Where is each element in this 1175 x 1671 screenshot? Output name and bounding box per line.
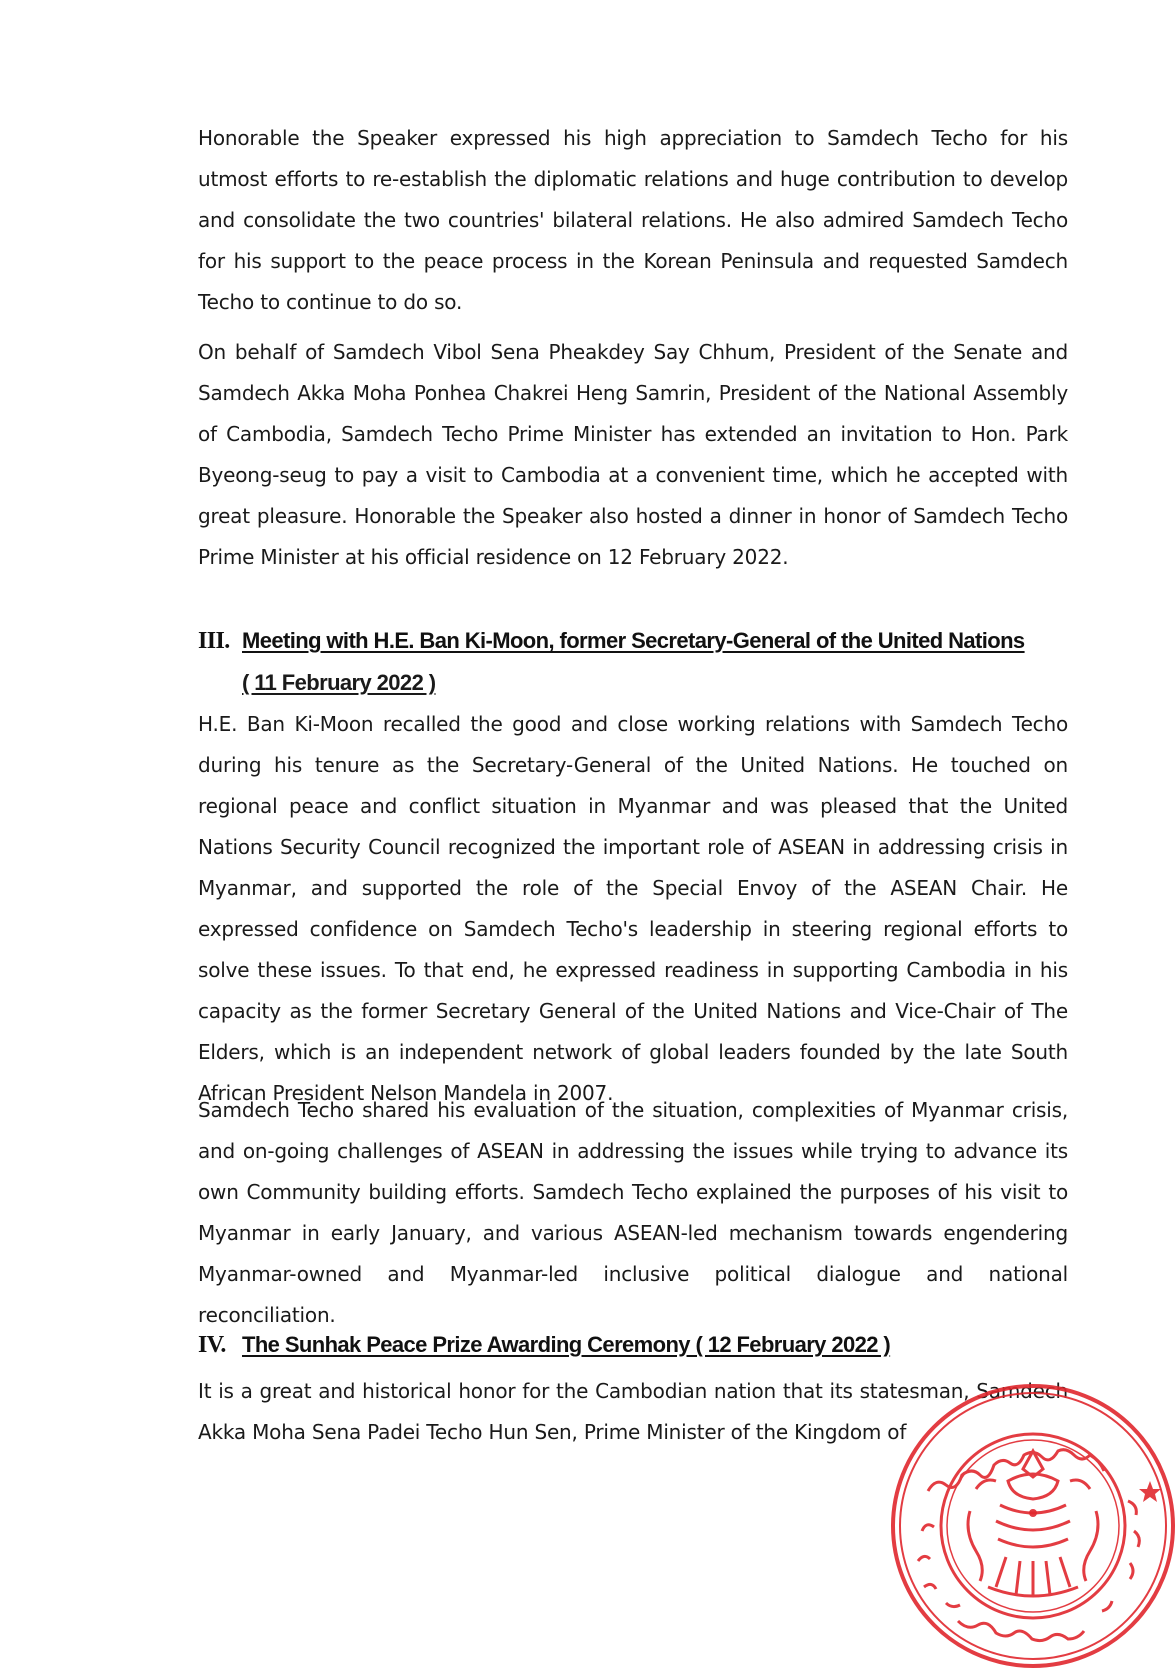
paragraph-text: It is a great and historical honor for the Cambodian nation that its statesman, Samdech Akka Moha Sena Padei Techo Hun Sen, Prime Minister of the Kingdom of xyxy=(198,1379,1068,1444)
section-title-text: Meeting with H.E. Ban Ki-Moon, former Secretary-General of the United Nations xyxy=(242,628,1025,653)
paragraph-myanmar-evaluation xyxy=(198,1090,1068,1336)
section-title xyxy=(198,620,1068,662)
paragraph-ban-ki-moon xyxy=(198,704,1068,1114)
paragraph-text: Honorable the Speaker expressed his high appreciation to Samdech Techo for his utmost efforts to re-establish the diplomatic relations and huge contribution to develop and consolidate the two countries' bilateral relations. He also admired Samdech Techo for his support to the peace process in the Korean Peninsula and requested Samdech Techo to continue to do so. xyxy=(198,126,1068,314)
paragraph-invitation xyxy=(198,332,1068,578)
section-heading-iii xyxy=(198,620,1068,703)
section-number: IV. xyxy=(198,1332,226,1358)
section-date-text: ( 11 February 2022 ) xyxy=(242,670,436,695)
paragraph-text: H.E. Ban Ki-Moon recalled the good and close working relations with Samdech Techo during his tenure as the Secretary-General of the United Nations. He touched on regional peace and conflict situation in Myanmar and was pleased that the United Nations Security Council recognized the important role of ASEAN in addressing crisis in Myanmar, and supported the role of the Special Envoy of the ASEAN Chair. He expressed confidence on Samdech Techo's leadership in steering regional efforts to solve these issues. To that end, he expressed readiness in supporting Cambodia in his capacity as the former Secretary General of the United Nations and Vice-Chair of The Elders, which is an independent network of global leaders founded by the late South African President Nelson Mandela in 2007. xyxy=(198,712,1068,1105)
paragraph-text: On behalf of Samdech Vibol Sena Pheakdey Say Chhum, President of the Senate and Samdech Akka Moha Ponhea Chakrei Heng Samrin, President of the National Assembly of Cambodia, Samdech Techo Prime Minister has extended an invitation to Hon. Park Byeong-seug to pay a visit to Cambodia at a convenient time, which he accepted with great pleasure. Honorable the Speaker also hosted a dinner in honor of Samdech Techo Prime Minister at his official residence on 12 February 2022. xyxy=(198,340,1068,569)
section-heading-iv xyxy=(198,1324,1068,1366)
section-title xyxy=(198,1324,1068,1366)
section-date xyxy=(198,662,1068,703)
section-number: III. xyxy=(198,628,230,654)
section-title-text: The Sunhak Peace Prize Awarding Ceremony ( 12 February 2022 ) xyxy=(242,1332,891,1357)
paragraph-sunhak-prize xyxy=(198,1371,1068,1453)
paragraph-speaker-appreciation xyxy=(198,118,1068,323)
paragraph-text: Samdech Techo shared his evaluation of the situation, complexities of Myanmar crisis, and on-going challenges of ASEAN in addressing the issues while trying to advance its own Community building efforts. Samdech Techo explained the purposes of his visit to Myanmar in early January, and various ASEAN-led mechanism towards engendering Myanmar-owned and Myanmar-led inclusive political dialogue and national reconciliation. xyxy=(198,1098,1068,1327)
